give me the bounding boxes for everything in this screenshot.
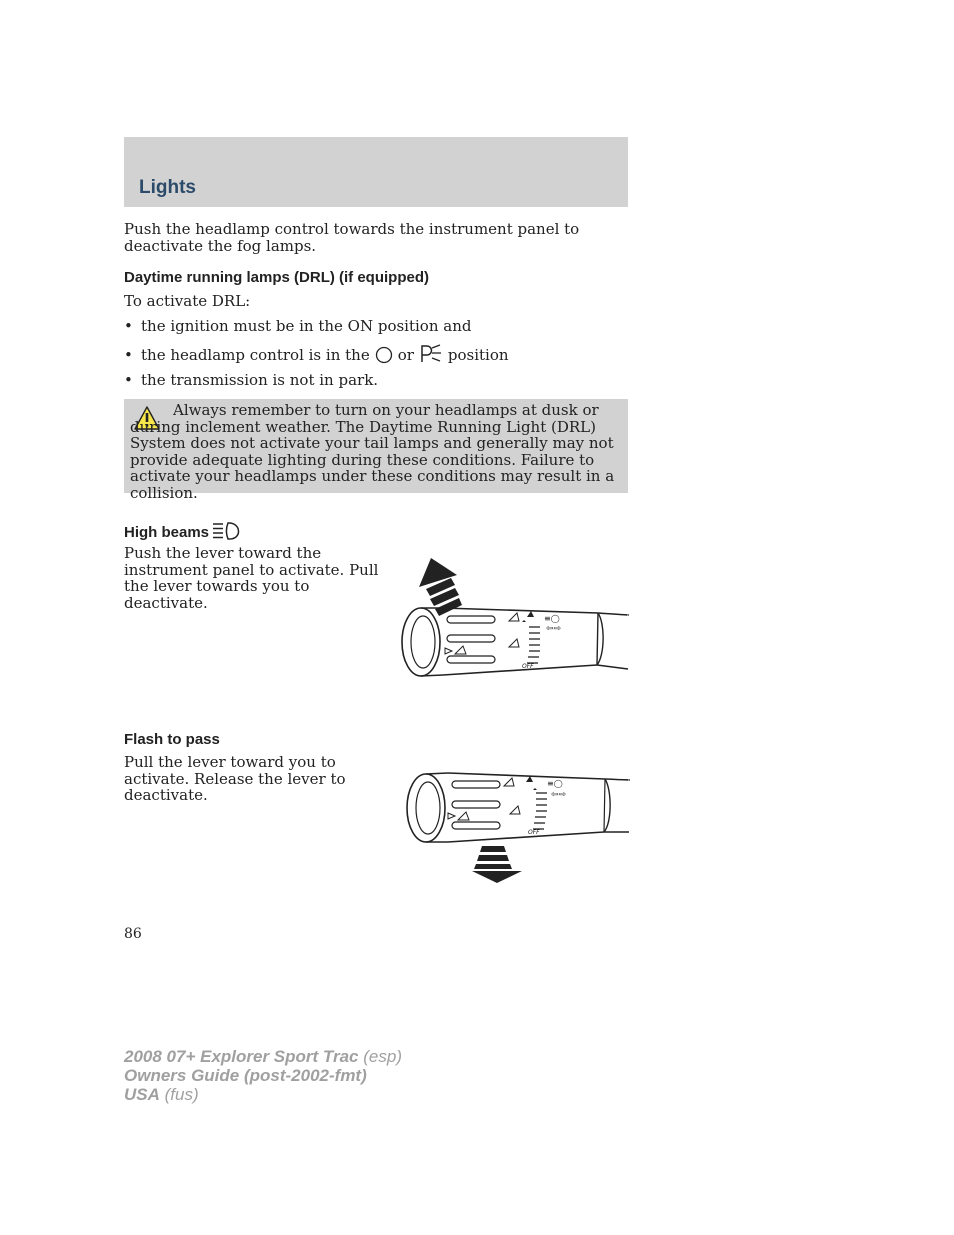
drl-bullet-headlamp (124, 344, 509, 368)
drl-bullet-ignition (124, 317, 471, 335)
section-title: Lights (139, 177, 196, 198)
pull-arrow-icon (472, 846, 522, 883)
footer-line-3: USA (fus) (124, 1085, 199, 1104)
bullet-text-or: or (397, 346, 414, 364)
drl-heading: Daytime running lamps (DRL) (if equipped) (124, 269, 430, 286)
bullet-text: the transmission is not in park. (141, 371, 379, 389)
off-label: OFF (522, 663, 534, 670)
footer-line-2: Owners Guide (post-2002-fmt) (124, 1066, 367, 1085)
section-header (124, 137, 628, 207)
svg-text:≡◯: ≡◯ (544, 614, 560, 623)
parking-lamp-icon (419, 344, 443, 368)
intro-paragraph: Push the headlamp control towards the instrument panel to deactivate the fog lamps. (124, 220, 580, 255)
bullet-symbol: • (124, 346, 133, 364)
high-beams-heading (124, 521, 244, 541)
bullet-symbol: • (124, 371, 133, 389)
bullet-text: the ignition must be in the ON position and (141, 317, 472, 335)
headlamp-off-icon (375, 346, 393, 368)
page-number: 86 (124, 926, 142, 942)
document-footer (124, 1047, 402, 1104)
bullet-text-post: position (447, 346, 509, 364)
warning-box (124, 399, 628, 502)
high-beams-heading-text: High beams (124, 524, 210, 541)
stalk-pull-illustration (400, 768, 640, 886)
high-beams-text: Push the lever toward the instrument panel to activate. Pull the lever towards you to deactivate. (124, 544, 379, 612)
bullet-text-pre: the headlamp control is in the (141, 346, 370, 364)
flash-to-pass-text: Pull the lever toward you to activate. Release the lever to deactivate. (124, 753, 346, 804)
flash-to-pass-heading: Flash to pass (124, 731, 220, 748)
svg-text:⇦⇨: ⇦⇨ (551, 790, 567, 800)
svg-text:⇦⇨: ⇦⇨ (546, 624, 562, 634)
drl-lead: To activate DRL: (124, 292, 251, 310)
drl-bullet-transmission (124, 371, 378, 389)
bullet-symbol: • (124, 317, 133, 335)
footer-line-1: 2008 07+ Explorer Sport Trac (esp) (124, 1047, 402, 1066)
off-label: OFF (528, 829, 540, 836)
svg-text:≡◯: ≡◯ (547, 779, 563, 788)
stalk-push-illustration (395, 555, 635, 680)
high-beam-icon (212, 521, 244, 541)
warning-text: Always remember to turn on your headlamps at dusk or during inclement weather. The Daytime Running Light (DRL) System does not activate your tail lamps and generally may not provide adequate lighting during these conditions. Failure to activate your headlamps under these conditions may result in a collision. (130, 401, 615, 502)
